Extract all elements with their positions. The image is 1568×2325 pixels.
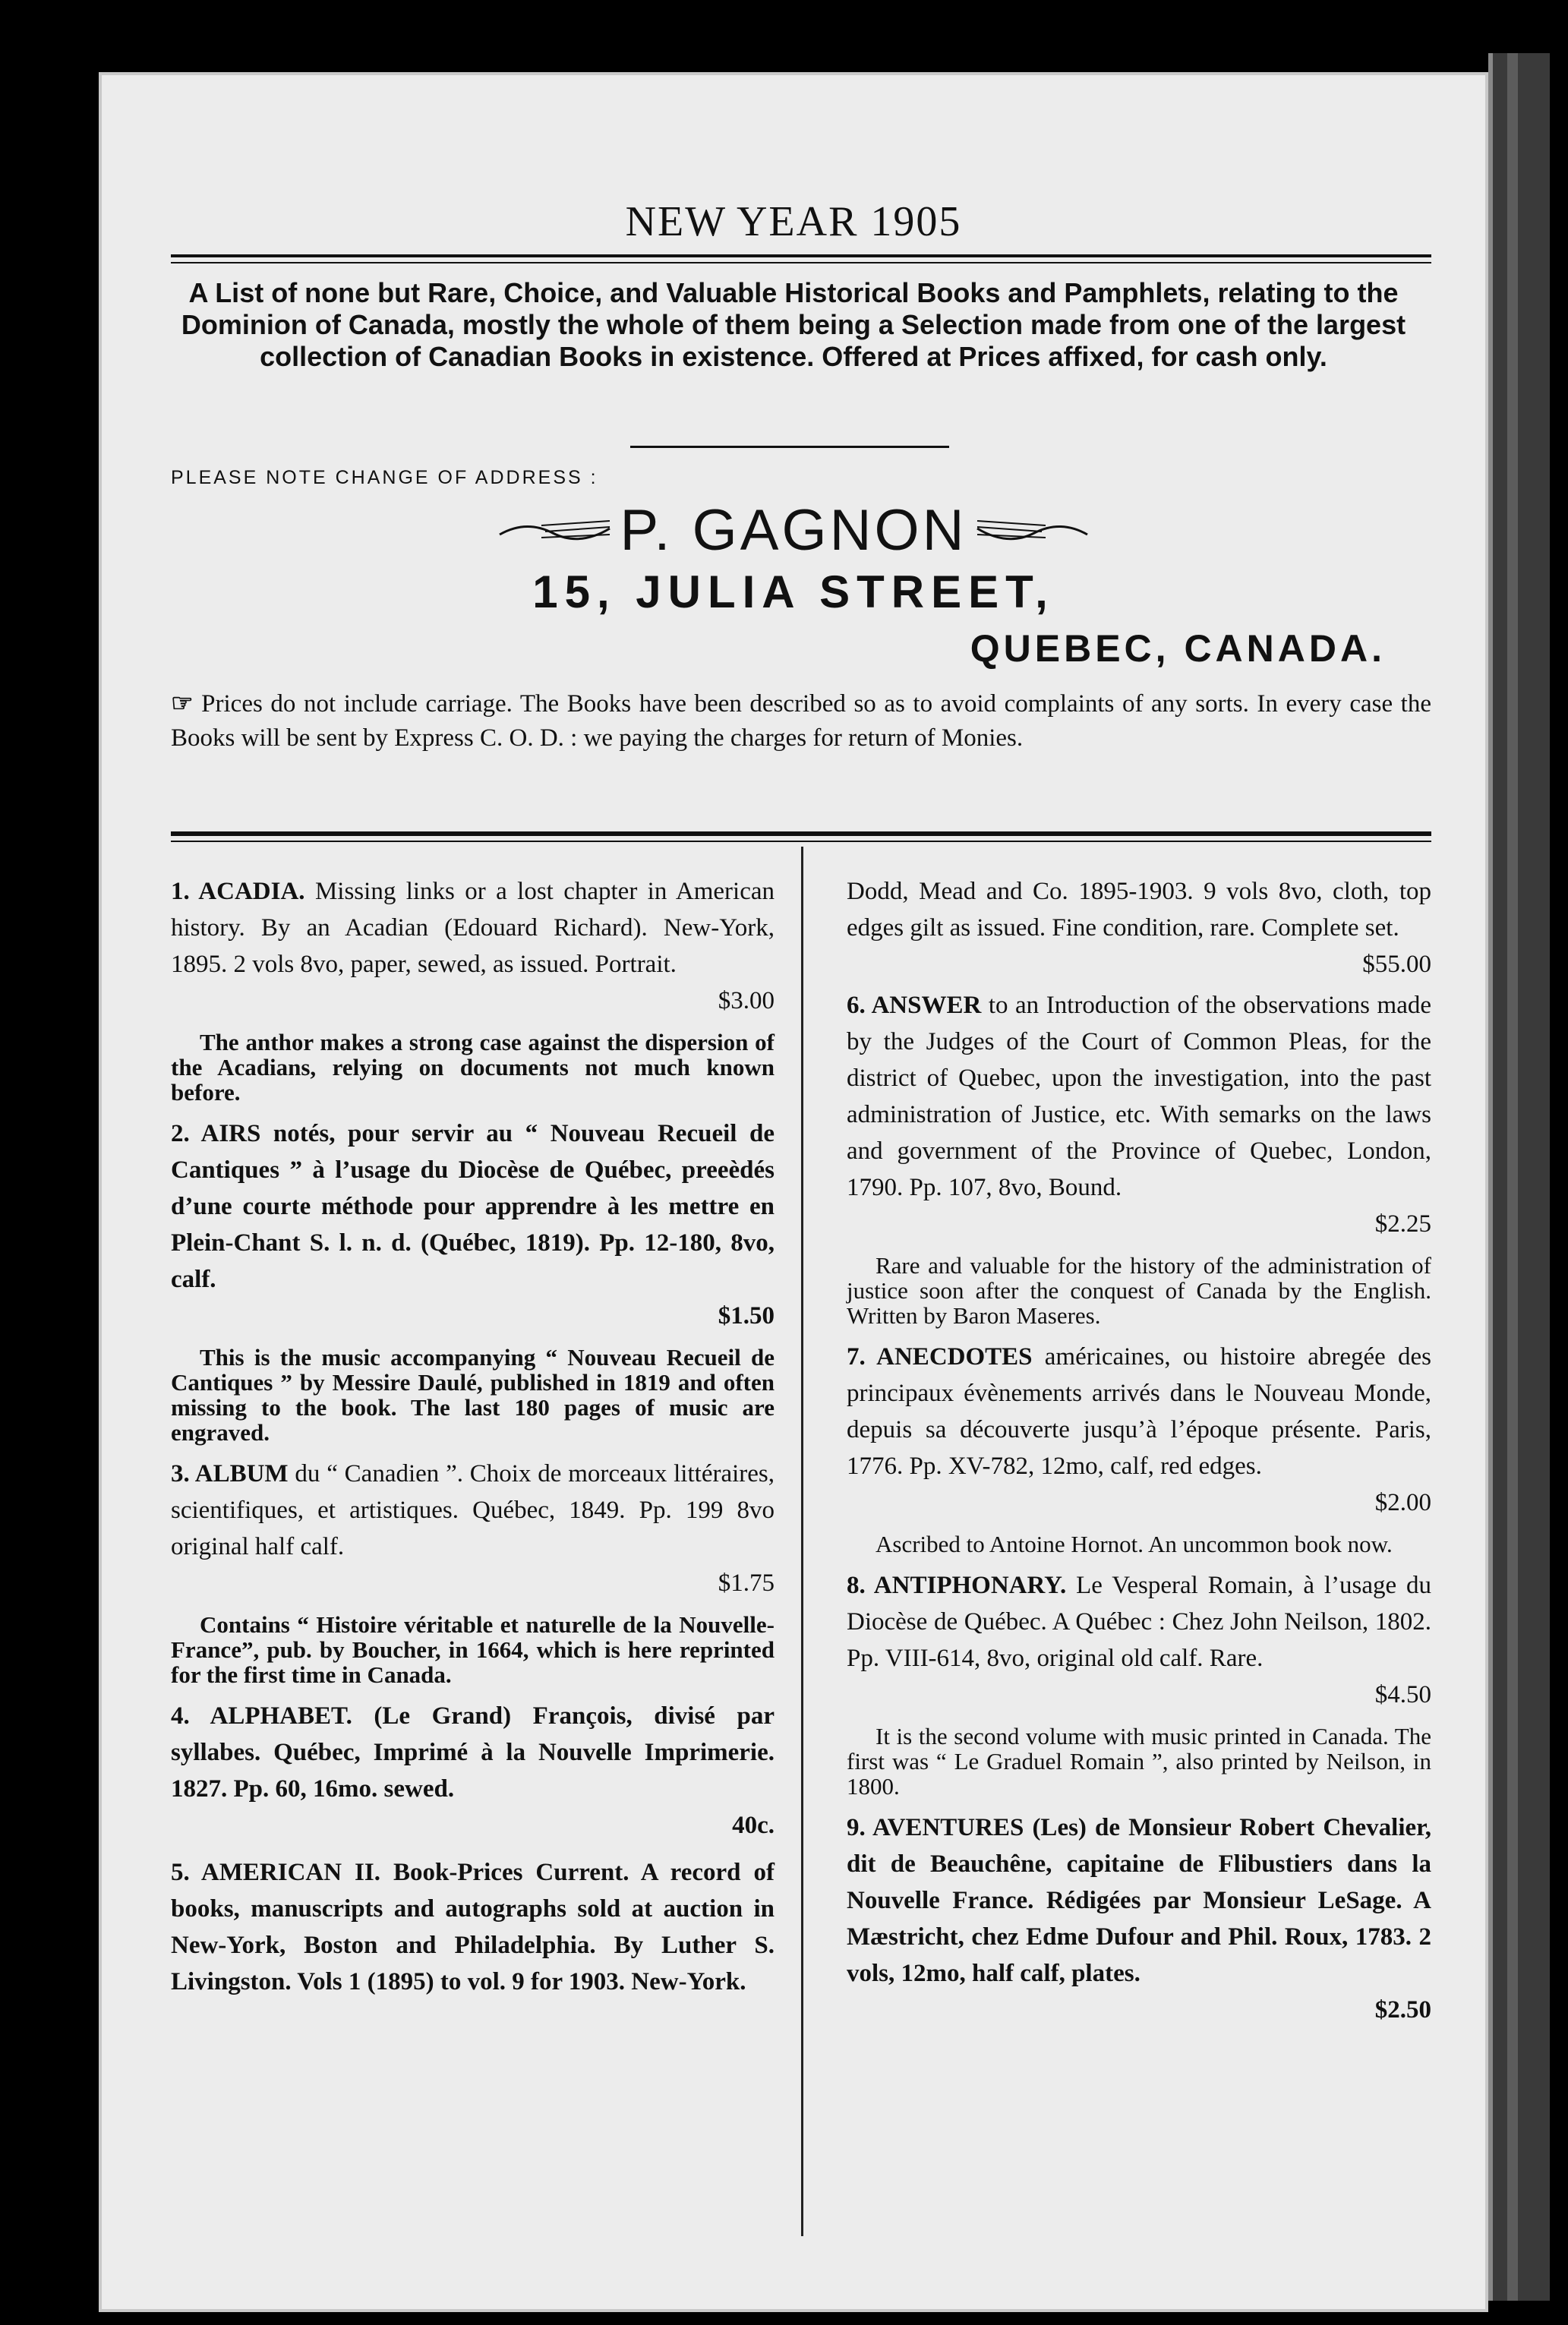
intro-underline bbox=[630, 446, 949, 448]
dealer-name: P. GAGNON bbox=[620, 498, 967, 563]
catalogue-entry-continued bbox=[847, 873, 1431, 983]
entry-description: Le Vesperal Romain, à l’usage du Diocèse de Québec. A Québec : Chez John Neilson, 1802. Pp. VIII-614, 8vo, original old calf. Rare. bbox=[847, 1572, 1432, 1672]
page-edge-stripe bbox=[1507, 53, 1518, 2301]
entry-note: Ascribed to Antoine Hornot. An uncommon book now. bbox=[875, 1531, 1393, 1557]
catalogue-entry bbox=[847, 987, 1431, 1242]
entry-note: Rare and valuable for the history of the administration of justice soon after the conquest of Canada by the English. Written by Baron Maseres. bbox=[847, 1252, 1431, 1329]
entry-price: $1.75 bbox=[718, 1569, 775, 1597]
entry-description: américaines, ou histoire abregée des principaux évènements arrivés dans le Nouveau Monde, depuis sa découverte jusqu’à l’époque présente. Paris, 1776. Pp. XV-782, 12mo, calf, red edges. bbox=[847, 1343, 1431, 1480]
left-flourish-icon bbox=[496, 512, 617, 550]
entry-heading: 9. AVENTURES bbox=[847, 1814, 1024, 1841]
entry-description: Dodd, Mead and Co. 1895-1903. 9 vols 8vo, cloth, top edges gilt as issued. Fine condition, rare. Complete set. bbox=[847, 878, 1431, 942]
entry-note: This is the music accompanying “ Nouveau Recueil de Cantiques ” by Messire Daulé, published in 1819 and often missing to the book. The last 180 pages of music are engraved. bbox=[171, 1344, 775, 1446]
catalogue-intro: A List of none but Rare, Choice, and Valuable Historical Books and Pamphlets, relating to the Dominion of Canada, mostly the whole of them being a Selection made from one of the largest collection of Canadian Books in existence. Offered at Prices affixed, for cash only. bbox=[181, 277, 1406, 372]
catalogue-entry bbox=[171, 873, 775, 1019]
dealer-name-row bbox=[99, 497, 1488, 563]
entry-price: $2.00 bbox=[1374, 1489, 1431, 1516]
entry-price: $2.25 bbox=[1374, 1210, 1431, 1238]
shipping-notice bbox=[171, 687, 1431, 756]
address-change-note: PLEASE NOTE CHANGE OF ADDRESS : bbox=[171, 467, 598, 488]
right-column bbox=[847, 873, 1431, 2033]
catalogue-entry bbox=[171, 1456, 775, 1601]
entry-description: Missing links or a lost chapter in American history. By an Acadian (Edouard Richard). New-York, 1895. 2 vols 8vo, paper, sewed, as issued. Portrait. bbox=[171, 878, 775, 978]
entry-price: $55.00 bbox=[1362, 951, 1431, 978]
page-edge-shadow bbox=[1488, 53, 1550, 2301]
page-title: NEW YEAR 1905 bbox=[625, 198, 962, 245]
entry-description: notés, pour servir au “ Nouveau Recueil de Cantiques ” à l’usage du Diocèse de Québec, preeèdés d’une courte méthode pour apprendre à les mettre en Plein-Chant S. l. n. d. (Québec, 1819). Pp. 12-180, 8vo, calf. bbox=[171, 1120, 775, 1293]
entry-price: $2.50 bbox=[1374, 1996, 1431, 2024]
entry-description: (Le Grand) François, divisé par syllabes. Québec, Imprimé à la Nouvelle Imprimerie. 1827. Pp. 60, 16mo. sewed. bbox=[171, 1702, 775, 1803]
catalogue-entry bbox=[171, 1698, 775, 1844]
entry-heading: 6. ANSWER bbox=[847, 992, 982, 1019]
notice-rule-bottom bbox=[171, 841, 1431, 842]
entry-heading: 3. ALBUM bbox=[171, 1460, 289, 1487]
entry-heading: 4. ALPHABET. bbox=[171, 1702, 352, 1730]
entry-note: Contains “ Histoire véritable et naturelle de la Nouvelle-France”, pub. by Boucher, in 1664, which is here reprinted for the first time in Canada. bbox=[171, 1611, 775, 1688]
entry-description: (Les) de Monsieur Robert Chevalier, dit de Beauchêne, capitaine de Flibustiers dans la Nouvelle France. Rédigées par Monsieur LeSage. A Mæstricht, chez Edme Dufour and Phil. Roux, 1783. 2 vols, 12mo, half calf, plates. bbox=[847, 1814, 1432, 1987]
right-flourish-icon bbox=[970, 512, 1091, 550]
pointing-hand-icon: ☞ bbox=[171, 690, 194, 718]
catalogue-entry bbox=[847, 1567, 1431, 1713]
entry-description: Book-Prices Current. A record of books, manuscripts and autographs sold at auction in New-York, Boston and Philadelphia. By Luther S. Livingston. Vols 1 (1895) to vol. 9 for 1903. New-York. bbox=[171, 1859, 775, 1995]
dealer-street: 15, JULIA STREET, bbox=[532, 566, 1055, 617]
catalogue-page bbox=[99, 72, 1488, 2312]
entry-price: $1.50 bbox=[718, 1302, 775, 1330]
entry-note: It is the second volume with music printed in Canada. The first was “ Le Graduel Romain ”, also printed by Neilson, in 1800. bbox=[847, 1723, 1431, 1800]
entry-description: to an Introduction of the observations made by the Judges of the Court of Common Pleas, for the district of Quebec, upon the investigation, into the past administration of Justice, etc. With semarks on the laws and government of the Province of Quebec, London, 1790. Pp. 107, 8vo, Bound. bbox=[847, 992, 1431, 1201]
dealer-city: QUEBEC, CANADA. bbox=[970, 627, 1386, 670]
column-divider bbox=[801, 847, 803, 2236]
entry-note: The anthor makes a strong case against the dispersion of the Acadians, relying on documents not much known before. bbox=[171, 1029, 775, 1106]
notice-rule-top bbox=[171, 831, 1431, 836]
entry-price: $3.00 bbox=[718, 987, 775, 1014]
entry-price: $4.50 bbox=[1374, 1681, 1431, 1708]
entry-heading: 8. ANTIPHONARY. bbox=[847, 1572, 1067, 1599]
title-rule-bottom bbox=[171, 262, 1431, 263]
notice-text: Prices do not include carriage. The Books have been described so as to avoid complaints of any sorts. In every case the Books will be sent by Express C. O. D. : we paying the charges for return of Monies. bbox=[171, 690, 1431, 752]
catalogue-entry bbox=[171, 1854, 775, 2000]
entry-heading: 2. AIRS bbox=[171, 1120, 261, 1147]
entry-heading: 1. ACADIA. bbox=[171, 878, 305, 905]
title-rule-top bbox=[171, 254, 1431, 257]
catalogue-entry bbox=[847, 1339, 1431, 1521]
entry-description: du “ Canadien ”. Choix de morceaux littéraires, scientifiques, et artistiques. Québec, 1849. Pp. 199 8vo original half calf. bbox=[171, 1460, 775, 1560]
entry-price: 40c. bbox=[732, 1812, 775, 1839]
entry-heading: 7. ANECDOTES bbox=[847, 1343, 1033, 1371]
entry-heading: 5. AMERICAN II. bbox=[171, 1859, 380, 1886]
catalogue-entry bbox=[171, 1115, 775, 1334]
left-column bbox=[171, 873, 775, 2005]
catalogue-entry bbox=[847, 1809, 1431, 2028]
